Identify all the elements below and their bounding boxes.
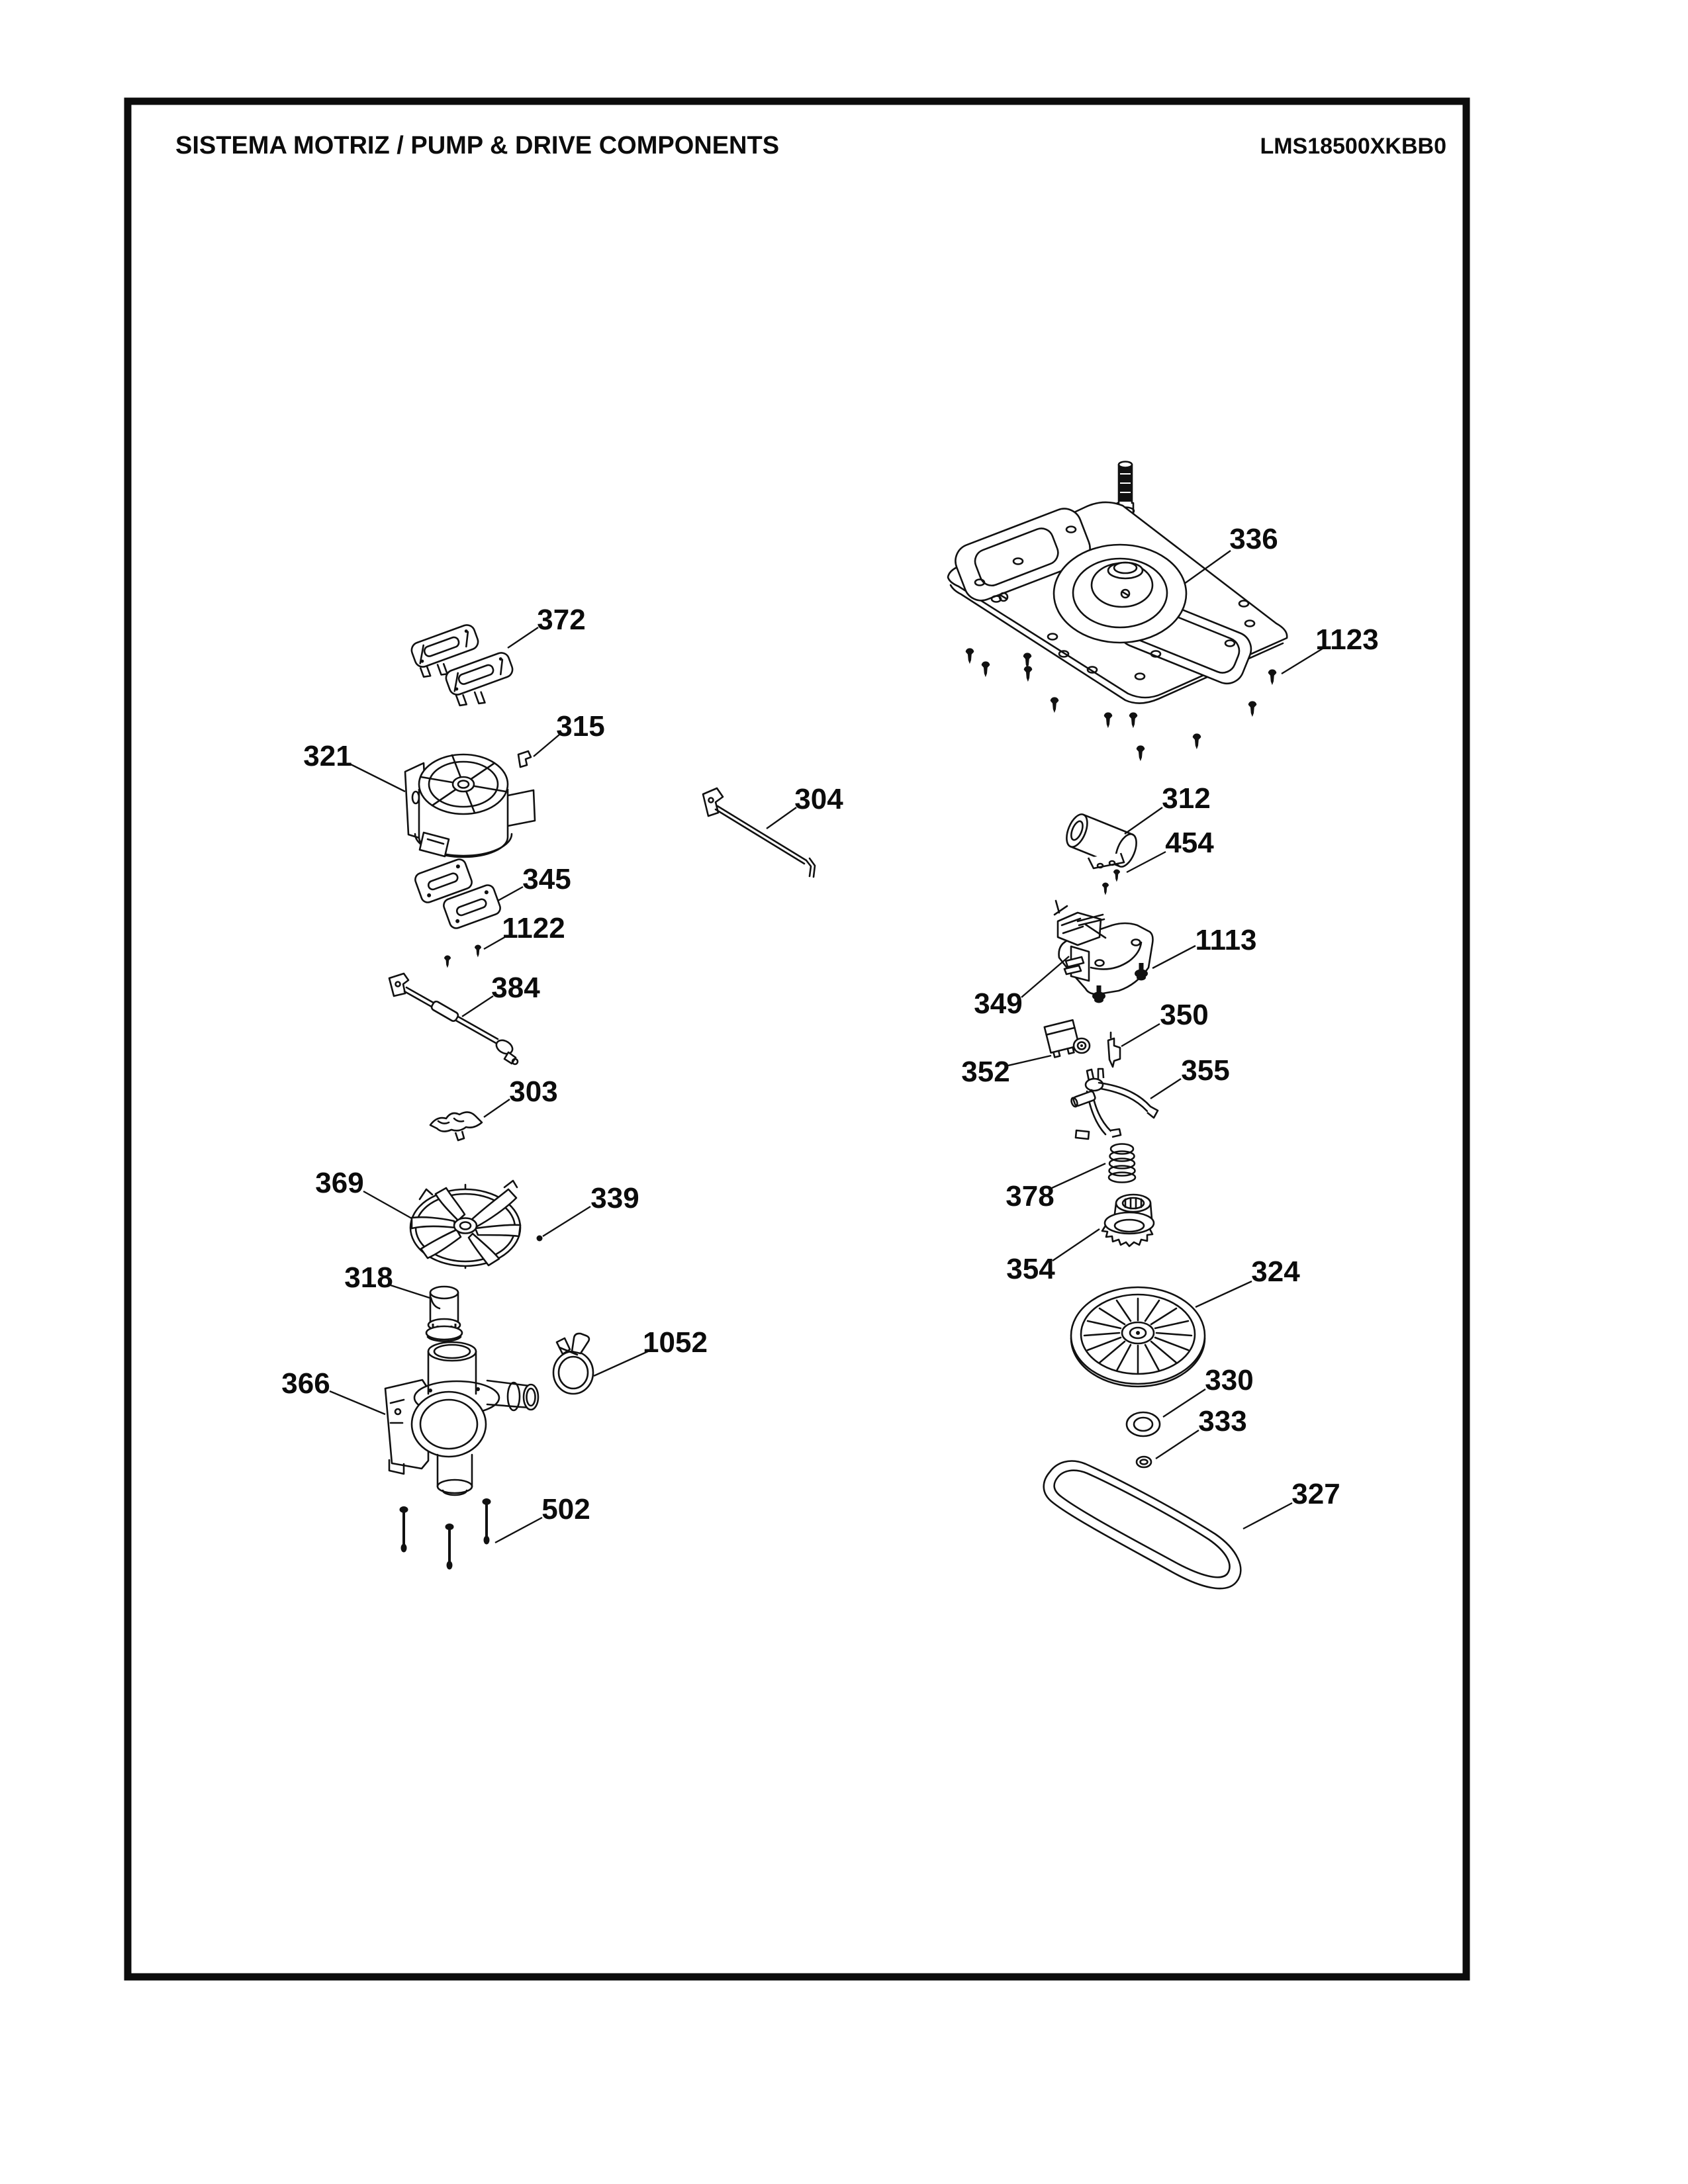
part-315-clip [518, 751, 531, 767]
callout-312: 312 [1162, 782, 1211, 815]
part-349-bracket [1055, 901, 1153, 994]
callout-354: 354 [1006, 1253, 1055, 1285]
part-350-clip [1108, 1032, 1120, 1067]
part-303-clip [430, 1112, 482, 1140]
callout-369: 369 [315, 1167, 364, 1199]
part-372-isolator-pads [410, 623, 521, 712]
callout-336: 336 [1229, 523, 1278, 555]
callout-339: 339 [590, 1182, 639, 1214]
part-366-drain-pump [385, 1342, 538, 1495]
callout-352: 352 [961, 1056, 1010, 1088]
part-327-belt [1044, 1461, 1241, 1589]
page-title: SISTEMA MOTRIZ / PUMP & DRIVE COMPONENTS [175, 132, 780, 159]
callout-1052: 1052 [643, 1326, 708, 1359]
callout-333: 333 [1198, 1405, 1247, 1437]
callout-366: 366 [281, 1367, 330, 1400]
part-318-plug [426, 1287, 462, 1342]
part-454-screws [1102, 870, 1120, 895]
callout-384: 384 [491, 972, 540, 1004]
callout-315: 315 [556, 710, 605, 743]
part-355-fork [1070, 1069, 1158, 1139]
part-330-washer [1127, 1412, 1160, 1436]
callout-1123: 1123 [1315, 623, 1379, 656]
part-378-spring [1109, 1144, 1135, 1183]
part-354-clutch-gear [1102, 1195, 1154, 1246]
callout-349: 349 [974, 987, 1023, 1020]
part-336-transmission-cover [948, 462, 1287, 704]
callout-378: 378 [1006, 1180, 1055, 1212]
part-312-capacitor [1062, 811, 1141, 870]
part-345-mount-plates [414, 858, 502, 931]
callout-454: 454 [1165, 827, 1214, 859]
callout-350: 350 [1160, 999, 1209, 1031]
part-333-ring [1137, 1457, 1151, 1467]
part-369-fan [410, 1181, 520, 1268]
part-352-solenoid [1045, 1020, 1090, 1058]
callout-355: 355 [1181, 1054, 1230, 1087]
callout-318: 318 [344, 1261, 393, 1294]
callout-502: 502 [541, 1493, 590, 1525]
callout-321: 321 [303, 740, 352, 772]
callout-345: 345 [522, 863, 571, 895]
callout-327: 327 [1291, 1478, 1340, 1510]
callout-304: 304 [794, 783, 843, 815]
part-1052-hose-clamp [553, 1334, 593, 1394]
part-502-screws [400, 1498, 491, 1570]
callout-303: 303 [509, 1075, 558, 1108]
callout-372: 372 [537, 604, 586, 636]
part-321-drive-motor [405, 754, 535, 857]
callout-330: 330 [1205, 1364, 1254, 1396]
part-324-pulley [1071, 1287, 1205, 1387]
part-339-pin [537, 1236, 543, 1242]
callout-324: 324 [1251, 1255, 1300, 1288]
model-number: LMS18500XKBB0 [1260, 134, 1446, 159]
callout-1113: 1113 [1195, 924, 1257, 956]
callout-1122: 1122 [502, 912, 565, 944]
part-1122-screws [444, 945, 481, 968]
page-frame [128, 101, 1466, 1977]
